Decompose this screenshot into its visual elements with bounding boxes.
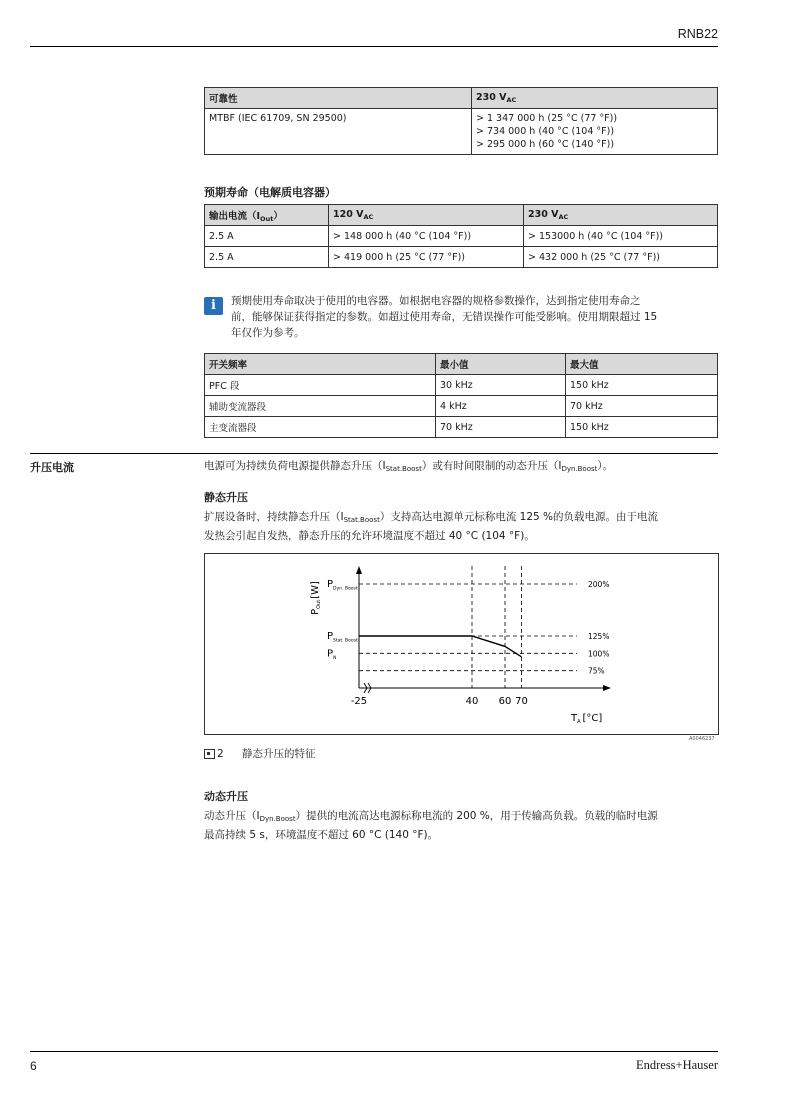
table-cell: 150 kHz [566, 417, 718, 438]
dynamic-boost-text: 动态升压$(I_{Dyn.Boost})$提供的电流高达电源标称电流的 200 %，用于传输高负载。负载的临时电源 最高持续 5 s，环境温度不超过 60 °C (140 °F)。 [204, 810, 658, 841]
level-label: $P_{Stat. Boost}$ [327, 631, 358, 644]
table-row [205, 247, 718, 268]
table-cell: MTBF (IEC 61709, SN 29500) [205, 109, 472, 155]
level-label: $P_{Dyn. Boost}$ [327, 579, 358, 592]
section-title: 升压电流 [30, 461, 74, 474]
table-cell: > 1 347 000 h (25 °C (77 °F)) > 734 000 h (40 °C (104 °F)) > 295 000 h (60 °C (140 °F)) [472, 109, 718, 155]
level-label-sub: N [333, 655, 337, 661]
table-row [205, 375, 718, 396]
table-cell: 2.5 A [205, 226, 329, 247]
table-cell: 70 kHz [436, 417, 566, 438]
table-cell: > 148 000 h (40 °C (104 °F)) [329, 226, 524, 247]
table-cell: 辅助变流器段 [205, 396, 436, 417]
x-tick-label: 60 [498, 696, 512, 707]
section-rule [30, 453, 718, 454]
grid [359, 566, 577, 688]
table-cell: > 432 000 h (25 °C (77 °F)) [524, 247, 718, 268]
table-header: 230 $V_{AC}$ [524, 205, 718, 226]
table-header: 可靠性 [205, 88, 472, 109]
x-tick-label: -25 [350, 696, 368, 707]
reliability-table [204, 87, 718, 155]
table-header: 最大值 [566, 354, 718, 375]
table-cell: 2.5 A [205, 247, 329, 268]
y-axis-arrow [356, 566, 362, 574]
brand-name: Endress+Hauser [635, 1058, 718, 1072]
chart-frame [204, 553, 719, 735]
table-header: 120 $V_{AC}$ [329, 205, 524, 226]
table-cell: 4 kHz [436, 396, 566, 417]
x-axis-label: $T_A$ [°C] [571, 713, 603, 725]
table-header: 开关频率 [205, 354, 436, 375]
table-cell: 主变流器段 [205, 417, 436, 438]
table-cell: PFC 段 [205, 375, 436, 396]
x-tick-label: 70 [515, 696, 528, 707]
level-label: $P_N$ [327, 648, 337, 661]
info-icon: i [204, 297, 223, 315]
boost-intro: 电源可为持续负荷电源提供静态升压$(I_{Stat.Boost})$或有时间限制的动态升压$(I_{Dyn.Boost})$。 [204, 460, 614, 473]
info-note: 预期使用寿命取决于使用的电容器。如根据电容器的规格参数操作，达到指定使用寿命之 前，能够保证获得指定的参数。如超过使用寿命，无错误操作可能受影响。使用期限超过 15 年仅作为参考。 [231, 295, 658, 339]
svg-text:POut[W]: $P_{Out}[W]$ [310, 581, 322, 615]
level-label-sub: Dyn. Boost [333, 586, 358, 592]
lifetime-heading: 预期寿命（电解质电容器） [204, 186, 336, 199]
figure-number: 2 [217, 748, 224, 760]
page-number: 6 [30, 1059, 37, 1073]
static-boost-chart [205, 554, 718, 734]
table-cell: > 419 000 h (25 °C (77 °F)) [329, 247, 524, 268]
figure-icon [204, 749, 215, 759]
header-rule [30, 46, 718, 47]
x-axis-arrow [603, 685, 611, 691]
table-row [205, 396, 718, 417]
x-tick-label: 40 [465, 696, 479, 707]
dynamic-boost-heading: 动态升压 [204, 790, 248, 803]
figure-code: A0046237 [689, 736, 715, 742]
document-title: RNB22 [677, 27, 718, 41]
percent-label: 75% [588, 666, 605, 676]
percent-label: 125% [588, 632, 610, 642]
frequency-table [204, 353, 718, 438]
table-cell: 70 kHz [566, 396, 718, 417]
table-row [205, 417, 718, 438]
table-row [205, 226, 718, 247]
table-cell: 150 kHz [566, 375, 718, 396]
table-cell: 30 kHz [436, 375, 566, 396]
lifetime-table [204, 204, 718, 268]
footer-rule [30, 1051, 718, 1052]
table-cell: > 153000 h (40 °C (104 °F)) [524, 226, 718, 247]
static-boost-text: 扩展设备时，持续静态升压$(I_{Stat.Boost})$支持高达电源单元标称电流 125 %的负载电源。由于电流 发热会引起自发热，静态升压的允许环境温度不超过 40 °C (104 °F)。 [204, 511, 659, 542]
figure-caption: 静态升压的特征 [242, 748, 316, 760]
table-header: 输出电流$(I_{Out})$ [205, 205, 329, 226]
percent-label: 100% [588, 649, 610, 659]
table-header: 最小值 [436, 354, 566, 375]
y-axis-label [310, 581, 322, 615]
level-label-sub: Stat. Boost [333, 638, 358, 644]
table-header: 230 $V_{AC}$ [472, 88, 718, 109]
percent-label: 200% [588, 580, 610, 590]
static-boost-heading: 静态升压 [204, 491, 248, 504]
